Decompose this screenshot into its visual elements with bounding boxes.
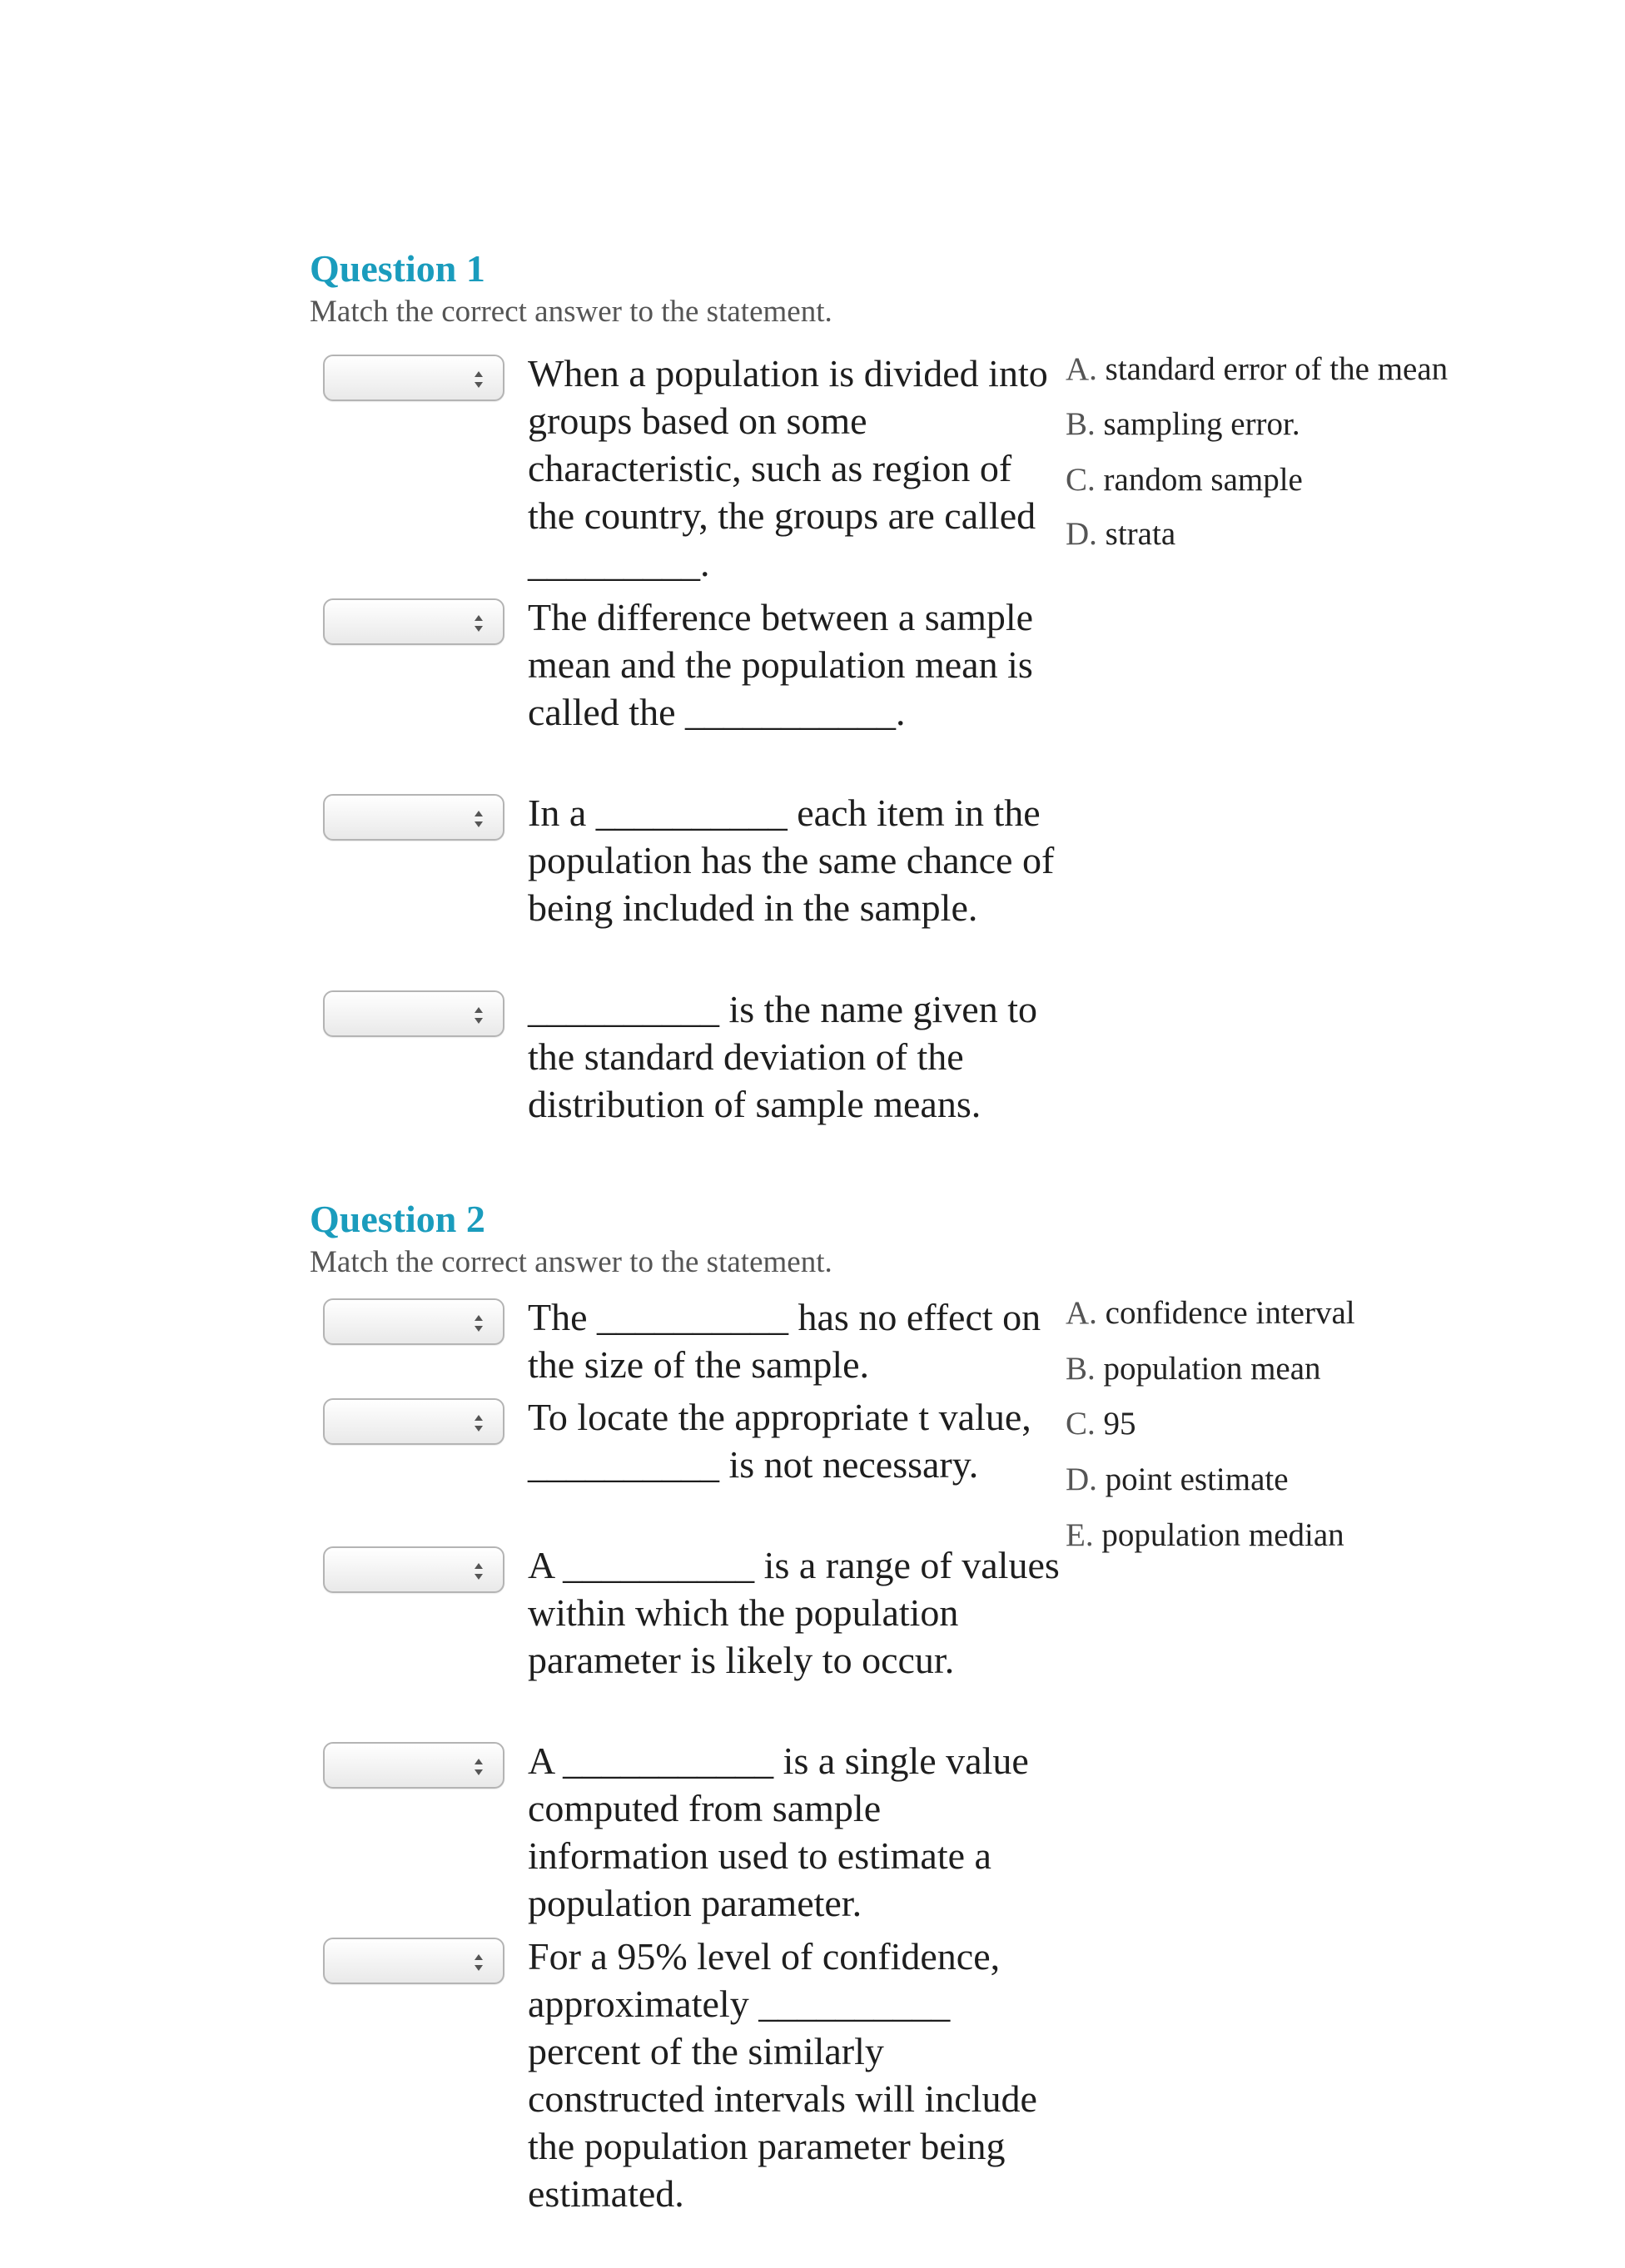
option-text: point estimate (1105, 1462, 1289, 1497)
answer-select[interactable] (323, 1742, 504, 1789)
option-text: sampling error. (1103, 406, 1300, 442)
up-down-arrows-icon (473, 1561, 485, 1581)
up-down-arrows-icon (473, 1757, 485, 1777)
option-letter: D. (1066, 1462, 1097, 1497)
answer-select[interactable] (323, 794, 504, 841)
question-title: Question 1 (310, 247, 485, 290)
option-text: strata (1105, 516, 1176, 552)
match-statement: A ___________ is a single value computed from sample information used to estimate a population parameter. (528, 1739, 1029, 1924)
question-2 (310, 1200, 1492, 2249)
match-statement: To locate the appropriate t value, __________ is not necessary. (528, 1396, 1031, 1486)
answer-select[interactable] (323, 1938, 504, 1984)
option-letter: A. (1066, 351, 1097, 387)
option-text: random sample (1103, 462, 1303, 498)
match-statement: A __________ is a range of values within which the population parameter is likely to occur. (528, 1544, 1060, 1681)
option-item (1066, 1352, 1321, 1385)
option-letter: C. (1066, 462, 1096, 498)
up-down-arrows-icon (473, 370, 485, 390)
option-letter: B. (1066, 1351, 1096, 1387)
match-statement: For a 95% level of confidence, approximately __________ percent of the similarly constructed intervals will include the population parameter being estimated. (528, 1935, 1037, 2215)
match-statement: The __________ has no effect on the size of the sample. (528, 1296, 1041, 1386)
option-letter: D. (1066, 516, 1097, 552)
up-down-arrows-icon (473, 1953, 485, 1973)
option-item (1066, 518, 1175, 550)
option-letter: C. (1066, 1406, 1096, 1442)
up-down-arrows-icon (473, 613, 485, 633)
answer-select[interactable] (323, 1546, 504, 1593)
up-down-arrows-icon (473, 1005, 485, 1025)
question-instruction: Match the correct answer to the statement. (310, 295, 832, 329)
option-letter: B. (1066, 406, 1096, 442)
option-text: population median (1101, 1517, 1344, 1553)
up-down-arrows-icon (473, 1413, 485, 1433)
option-item (1066, 1407, 1136, 1440)
match-statement: The difference between a sample mean and the population mean is called the ___________. (528, 596, 1034, 733)
match-statement: In a __________ each item in the population has the same chance of being included in the sample. (528, 792, 1055, 929)
option-letter: A. (1066, 1295, 1097, 1331)
up-down-arrows-icon (473, 809, 485, 829)
option-text: population mean (1103, 1351, 1321, 1387)
option-item (1066, 408, 1300, 440)
question-instruction: Match the correct answer to the statement. (310, 1245, 832, 1279)
answer-select[interactable] (323, 1298, 504, 1345)
option-text: standard error of the mean (1105, 351, 1449, 387)
up-down-arrows-icon (473, 1313, 485, 1333)
question-title: Question 2 (310, 1198, 485, 1240)
option-item (1066, 1519, 1344, 1551)
answer-select[interactable] (323, 598, 504, 645)
option-item (1066, 1463, 1289, 1496)
answer-select[interactable] (323, 355, 504, 401)
answer-select[interactable] (323, 990, 504, 1037)
match-statement: When a population is divided into groups based on some characteristic, such as region of the country, the groups are called _________. (528, 352, 1048, 584)
option-text: 95 (1103, 1406, 1136, 1442)
option-item (1066, 1297, 1355, 1329)
answer-select[interactable] (323, 1398, 504, 1445)
option-text: confidence interval (1105, 1295, 1355, 1331)
option-item (1066, 353, 1448, 385)
option-letter: E. (1066, 1517, 1094, 1553)
match-statement: __________ is the name given to the standard deviation of the distribution of sample means. (528, 988, 1037, 1125)
option-item (1066, 464, 1303, 496)
question-1 (310, 247, 1492, 1149)
